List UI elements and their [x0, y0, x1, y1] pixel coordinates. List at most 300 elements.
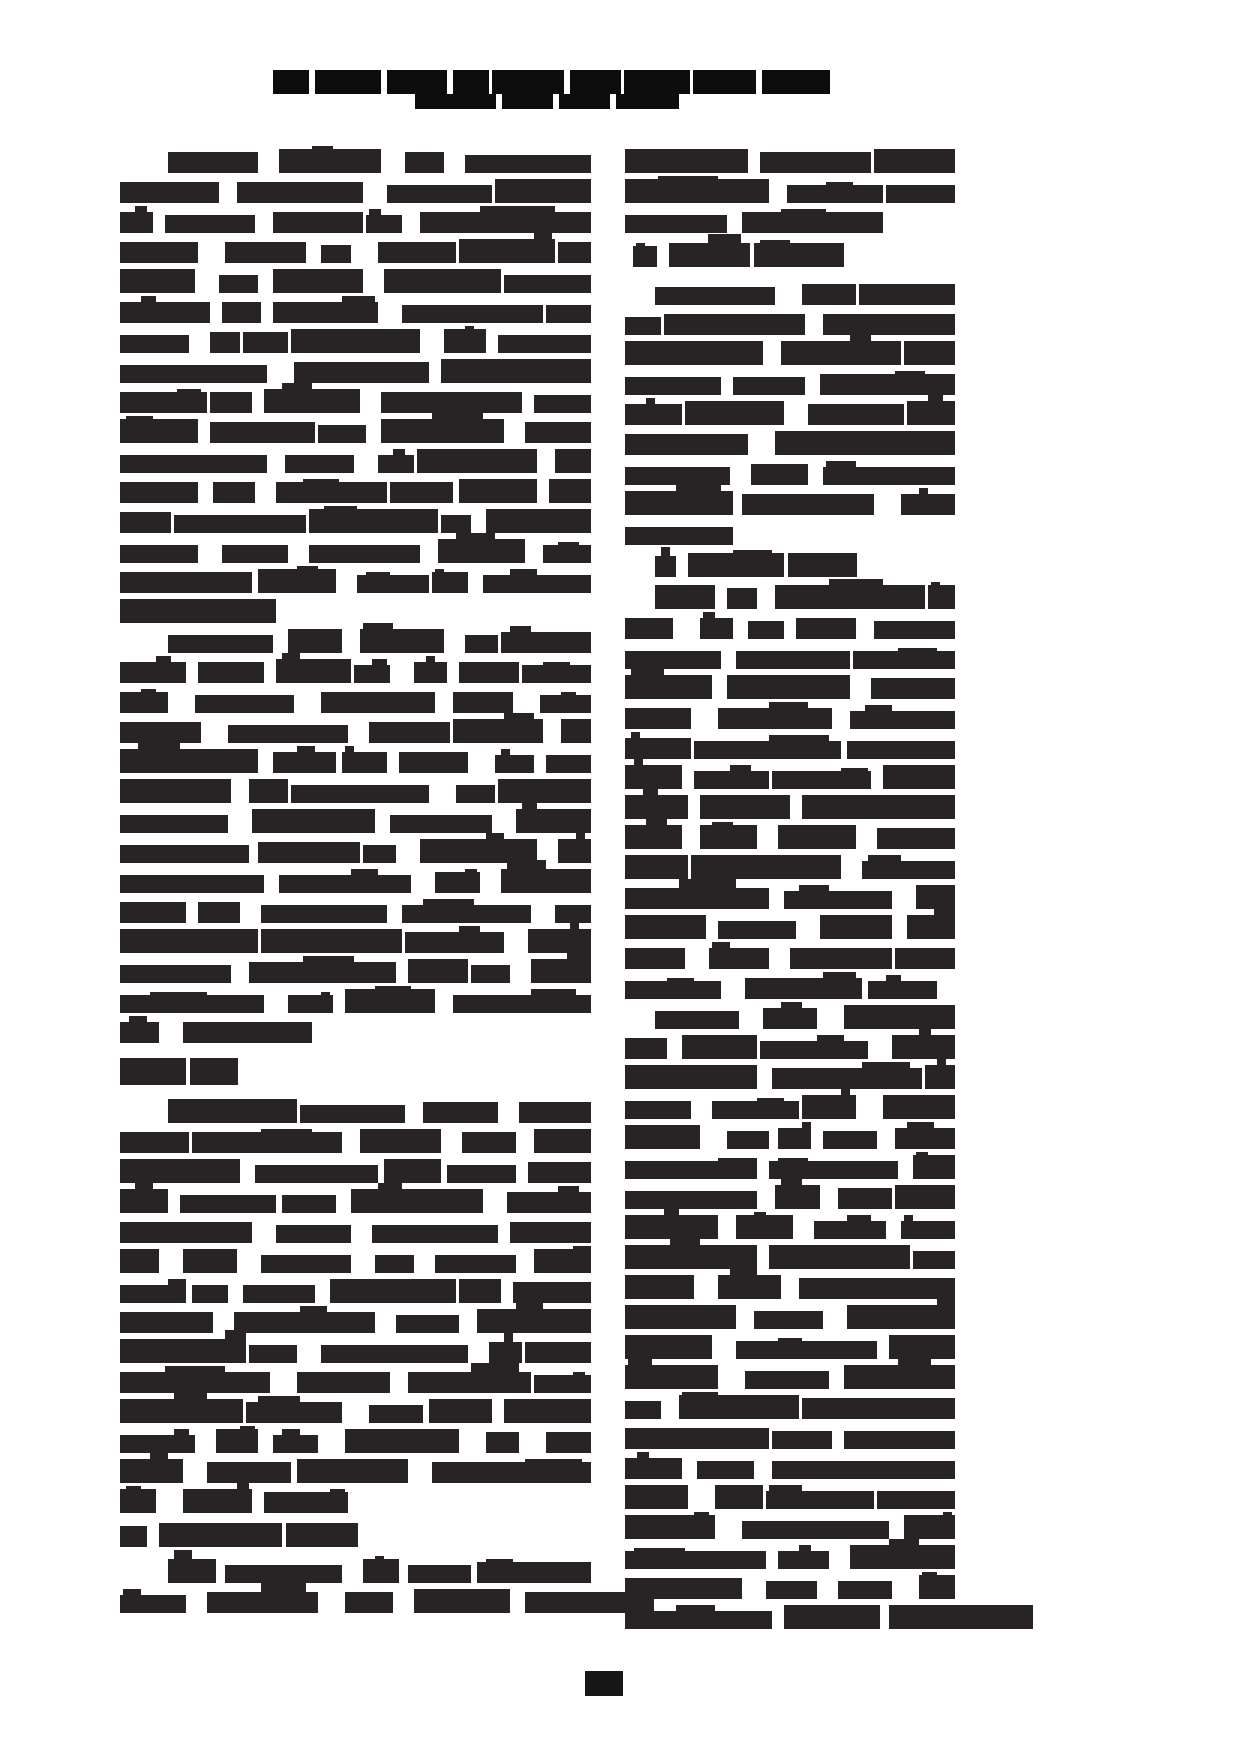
word-blob-fragment — [534, 233, 552, 239]
word-blob — [546, 755, 591, 773]
word-blob-fragment — [156, 656, 171, 662]
word-blob — [120, 1222, 252, 1243]
word-blob — [225, 242, 306, 263]
word-blob — [300, 1105, 405, 1123]
word-blob-fragment — [634, 759, 643, 765]
word-blob-fragment — [174, 1429, 189, 1435]
word-blob — [495, 755, 534, 773]
word-blob — [120, 1459, 183, 1483]
word-blob-fragment — [937, 1299, 955, 1305]
left-section-heading — [120, 1055, 592, 1085]
word-blob-fragment — [754, 1212, 766, 1215]
right-paragraph-1 — [625, 143, 955, 233]
word-blob-fragment — [480, 206, 555, 212]
word-blob — [120, 1249, 159, 1273]
word-blob — [784, 891, 892, 909]
word-blob — [366, 215, 402, 233]
word-blob — [120, 242, 198, 263]
word-blob — [168, 152, 258, 173]
word-blob — [736, 1341, 877, 1359]
word-blob-fragment — [781, 1002, 802, 1008]
word-blob — [330, 1279, 456, 1303]
word-blob — [625, 1401, 661, 1419]
word-blob-fragment — [237, 1483, 249, 1489]
word-blob-fragment — [282, 383, 312, 389]
word-blob — [919, 1575, 955, 1599]
word-blob — [907, 401, 955, 425]
word-blob-fragment — [123, 1589, 141, 1595]
word-blob — [736, 1215, 793, 1239]
word-blob-fragment — [718, 1158, 757, 1161]
word-blob — [120, 1132, 189, 1153]
word-blob — [766, 1491, 874, 1509]
word-blob — [904, 1515, 955, 1539]
word-blob — [363, 1559, 399, 1583]
word-blob-fragment — [712, 942, 730, 948]
word-blob — [871, 678, 955, 699]
word-blob-fragment — [342, 296, 375, 302]
word-blob — [709, 948, 769, 969]
word-blob-fragment — [501, 749, 510, 755]
word-blob — [853, 651, 955, 669]
word-blob — [799, 1278, 955, 1299]
word-blob-fragment — [576, 833, 585, 839]
word-blob-fragment — [898, 1359, 931, 1365]
word-blob — [120, 965, 231, 983]
word-blob — [625, 1551, 766, 1569]
word-blob — [534, 1129, 591, 1153]
word-blob — [814, 1221, 886, 1239]
word-blob — [222, 302, 261, 323]
word-blob — [120, 1285, 186, 1303]
word-blob — [625, 1275, 694, 1299]
word-blob — [928, 585, 955, 609]
word-blob-fragment — [525, 1459, 582, 1462]
word-blob — [453, 719, 543, 743]
right-paragraph-3 — [625, 579, 955, 999]
word-blob — [384, 1159, 441, 1183]
word-blob — [120, 572, 252, 593]
word-blob — [492, 70, 564, 94]
word-blob — [625, 1365, 718, 1389]
word-blob-fragment — [934, 909, 955, 915]
word-blob-fragment — [423, 899, 474, 905]
word-blob — [913, 1155, 955, 1179]
word-blob — [625, 1611, 772, 1629]
word-blob-fragment — [561, 692, 576, 695]
word-blob-fragment — [369, 209, 381, 215]
word-blob — [120, 929, 258, 953]
word-blob — [742, 212, 883, 233]
word-blob — [916, 885, 955, 909]
word-blob — [165, 215, 255, 233]
word-blob — [534, 1249, 591, 1273]
word-blob — [291, 785, 429, 803]
word-blob — [534, 1375, 591, 1393]
word-blob — [471, 965, 510, 983]
word-blob — [159, 1523, 282, 1547]
word-blob — [498, 335, 591, 353]
word-blob — [625, 675, 712, 699]
word-blob-fragment — [504, 1333, 513, 1342]
word-blob-fragment — [174, 1550, 192, 1559]
word-blob — [297, 1459, 408, 1483]
word-blob-fragment — [432, 413, 483, 419]
word-blob — [264, 389, 360, 413]
word-blob-fragment — [459, 926, 480, 932]
word-blob-fragment — [435, 569, 444, 572]
word-blob-fragment — [363, 623, 393, 629]
word-blob — [682, 1035, 757, 1059]
word-blob — [700, 618, 733, 639]
word-blob-fragment — [904, 1215, 913, 1221]
word-blob — [625, 1065, 757, 1089]
word-blob — [414, 662, 447, 683]
word-blob — [249, 962, 396, 983]
word-blob-fragment — [631, 669, 664, 675]
word-blob-fragment — [676, 485, 721, 491]
word-blob — [886, 185, 955, 203]
word-blob — [192, 1285, 228, 1303]
word-blob — [495, 179, 591, 203]
word-blob — [760, 152, 871, 173]
word-blob — [504, 1399, 591, 1423]
word-blob — [432, 1462, 591, 1483]
word-blob — [772, 1068, 922, 1089]
word-blob-fragment — [658, 176, 718, 179]
word-blob-fragment — [628, 1359, 652, 1365]
word-blob-fragment — [850, 332, 871, 341]
word-blob — [415, 94, 496, 109]
word-blob-fragment — [567, 950, 591, 959]
word-blob — [261, 929, 402, 953]
word-blob — [712, 1101, 799, 1119]
word-blob — [183, 1489, 252, 1513]
word-blob — [616, 94, 679, 109]
word-blob — [778, 1551, 829, 1569]
word-blob — [273, 752, 336, 773]
word-blob — [850, 1545, 955, 1569]
word-blob-fragment — [510, 569, 537, 575]
word-blob — [120, 512, 171, 533]
word-blob — [558, 839, 591, 863]
word-blob-fragment — [907, 1122, 934, 1128]
word-blob-fragment — [486, 1559, 513, 1562]
word-blob-fragment — [703, 612, 715, 618]
word-blob — [414, 1589, 510, 1613]
word-blob — [625, 765, 682, 789]
word-blob-fragment — [225, 1330, 246, 1339]
word-blob-fragment — [889, 1539, 919, 1545]
word-blob-fragment — [510, 626, 531, 632]
word-blob — [420, 212, 591, 233]
word-blob — [318, 425, 366, 443]
word-blob — [838, 1188, 892, 1209]
word-blob — [778, 825, 856, 849]
word-blob — [892, 1035, 955, 1059]
word-blob — [820, 915, 892, 939]
word-blob-fragment — [531, 989, 576, 995]
word-blob — [727, 675, 850, 699]
word-blob — [258, 842, 360, 863]
word-blob-fragment — [670, 1239, 700, 1245]
word-blob-fragment — [826, 182, 853, 185]
word-blob — [225, 1565, 342, 1583]
word-blob-fragment — [943, 1512, 952, 1515]
word-blob-fragment — [141, 689, 156, 692]
word-blob — [354, 665, 390, 683]
word-blob — [279, 149, 381, 173]
word-blob — [625, 1335, 712, 1359]
word-blob-fragment — [922, 1572, 937, 1575]
word-blob — [210, 422, 315, 443]
word-blob — [775, 1185, 820, 1209]
word-blob — [309, 509, 438, 533]
word-blob-fragment — [504, 713, 534, 719]
word-blob — [183, 1022, 312, 1043]
word-blob — [625, 1125, 700, 1149]
word-blob — [625, 1305, 736, 1329]
word-blob — [742, 494, 874, 515]
word-blob — [889, 1335, 955, 1359]
word-blob-fragment — [679, 879, 736, 888]
word-blob — [531, 959, 591, 983]
left-paragraph-3 — [120, 1093, 592, 1513]
word-blob — [408, 1372, 531, 1393]
word-blob — [120, 779, 231, 803]
word-blob — [264, 1492, 348, 1513]
word-blob — [625, 915, 706, 939]
word-blob-fragment — [919, 1029, 931, 1035]
list-marker-blob — [655, 556, 676, 577]
word-blob-fragment — [297, 746, 315, 752]
word-blob — [363, 845, 396, 863]
word-blob-fragment — [661, 547, 670, 556]
word-blob-fragment — [733, 550, 772, 553]
word-blob — [625, 1038, 667, 1059]
word-blob — [625, 795, 688, 819]
word-blob-fragment — [778, 1158, 808, 1161]
word-blob — [216, 1429, 258, 1453]
word-blob — [276, 659, 351, 683]
word-blob-fragment — [682, 1392, 718, 1395]
word-blob — [516, 809, 591, 833]
word-blob — [360, 629, 444, 653]
word-blob-fragment — [631, 732, 640, 738]
word-blob — [120, 902, 186, 923]
word-blob-fragment — [676, 1605, 715, 1611]
word-blob — [489, 1342, 522, 1363]
word-blob — [655, 1011, 739, 1029]
word-blob — [762, 70, 830, 94]
word-blob — [850, 711, 955, 729]
word-blob-fragment — [303, 479, 339, 482]
word-blob — [465, 155, 591, 173]
word-blob — [279, 875, 411, 893]
word-blob — [625, 1101, 691, 1119]
word-blob — [321, 1345, 468, 1363]
word-blob-fragment — [165, 1366, 225, 1372]
word-blob — [321, 245, 351, 263]
word-blob — [342, 752, 387, 773]
word-blob — [859, 284, 955, 305]
word-blob — [691, 855, 841, 879]
word-blob-fragment — [135, 206, 147, 212]
word-blob — [895, 1185, 955, 1209]
word-blob — [423, 1102, 498, 1123]
word-blob — [625, 341, 763, 365]
word-blob — [501, 869, 591, 893]
word-blob-fragment — [646, 398, 655, 404]
word-blob — [237, 182, 363, 203]
word-blob — [883, 765, 955, 789]
word-blob-fragment — [129, 1016, 147, 1022]
word-blob-fragment — [769, 702, 808, 708]
word-blob — [895, 1128, 955, 1149]
word-blob — [655, 287, 775, 305]
word-blob — [321, 692, 435, 713]
word-blob — [754, 1311, 823, 1329]
word-blob — [438, 539, 525, 563]
word-blob-fragment — [667, 978, 694, 981]
word-blob — [378, 455, 414, 473]
left-paragraph-1 — [120, 143, 592, 623]
running-title-line-1 — [273, 70, 830, 94]
word-blob-fragment — [817, 1035, 844, 1041]
word-blob — [402, 905, 531, 923]
word-blob — [844, 1431, 955, 1449]
word-blob-fragment — [507, 860, 546, 869]
word-blob-fragment — [760, 240, 790, 243]
word-blob — [120, 365, 267, 383]
word-blob-fragment — [646, 819, 667, 825]
word-blob — [625, 981, 721, 999]
word-blob — [396, 1315, 459, 1333]
word-blob-fragment — [261, 1129, 312, 1132]
word-blob — [555, 449, 591, 473]
word-blob — [697, 1461, 754, 1479]
word-blob — [685, 401, 784, 425]
word-blob — [120, 815, 228, 833]
word-blob-fragment — [297, 566, 318, 569]
word-blob-fragment — [150, 1453, 168, 1459]
word-blob — [120, 749, 258, 773]
word-blob-fragment — [898, 648, 937, 651]
word-blob — [559, 94, 610, 109]
word-blob — [351, 1189, 483, 1213]
word-blob-fragment — [558, 1186, 579, 1192]
word-blob — [625, 1191, 757, 1209]
word-blob — [273, 302, 378, 323]
word-blob-fragment — [916, 1152, 928, 1155]
word-blob — [625, 527, 733, 545]
word-blob — [345, 989, 435, 1013]
word-blob — [525, 422, 591, 443]
word-blob — [802, 1095, 856, 1119]
word-blob — [120, 845, 249, 863]
word-blob — [120, 182, 219, 203]
word-blob — [345, 1429, 459, 1453]
word-blob — [784, 1605, 880, 1629]
word-blob — [249, 1345, 297, 1363]
word-blob — [120, 335, 189, 353]
word-blob-fragment — [865, 705, 892, 711]
word-blob — [243, 1285, 315, 1303]
word-blob-fragment — [886, 975, 901, 981]
paragraph-gap — [120, 1043, 592, 1055]
word-blob — [625, 888, 769, 909]
word-blob — [192, 1132, 342, 1153]
word-blob — [384, 269, 501, 293]
word-blob — [294, 362, 429, 383]
word-blob — [498, 779, 591, 803]
word-blob-fragment — [730, 1269, 757, 1275]
word-blob-fragment — [393, 449, 405, 455]
word-blob — [168, 635, 273, 653]
word-blob — [120, 212, 153, 233]
word-blob — [778, 1128, 811, 1149]
right-column — [625, 143, 955, 1629]
word-blob — [874, 621, 955, 639]
word-blob-fragment — [282, 653, 300, 659]
word-blob — [369, 1405, 423, 1423]
word-blob — [120, 1399, 243, 1423]
word-blob — [522, 665, 591, 683]
word-blob — [625, 738, 691, 759]
word-blob — [877, 1491, 955, 1509]
word-blob — [195, 695, 294, 713]
word-blob — [276, 482, 387, 503]
word-blob — [243, 332, 288, 353]
word-blob — [477, 1562, 591, 1583]
word-blob — [120, 1159, 240, 1183]
word-blob — [625, 467, 730, 485]
word-blob — [168, 1099, 297, 1123]
word-blob — [808, 404, 904, 425]
word-blob-fragment — [778, 1338, 802, 1341]
word-blob — [459, 662, 519, 683]
word-blob-fragment — [543, 662, 570, 665]
word-blob — [787, 185, 883, 203]
word-blob — [513, 1282, 591, 1303]
page-number-blob — [585, 1671, 623, 1696]
word-blob-fragment — [240, 1426, 255, 1429]
word-blob — [625, 377, 721, 395]
word-blob — [255, 1165, 378, 1183]
word-blob-fragment — [126, 416, 153, 419]
word-blob-fragment — [303, 956, 354, 962]
word-blob-fragment — [931, 582, 940, 585]
word-blob — [540, 695, 591, 713]
word-blob — [625, 1215, 718, 1239]
word-blob-fragment — [895, 371, 925, 374]
word-blob — [736, 651, 850, 669]
word-blob — [519, 1102, 591, 1123]
word-blob — [273, 1435, 318, 1453]
word-blob — [120, 545, 198, 563]
word-blob-fragment — [841, 768, 868, 771]
word-blob — [252, 809, 375, 833]
word-blob-fragment — [300, 1306, 327, 1312]
word-blob — [288, 629, 342, 653]
word-blob — [285, 455, 354, 473]
word-blob-fragment — [375, 986, 411, 989]
word-blob-fragment — [841, 1089, 850, 1095]
word-blob-fragment — [757, 1098, 784, 1101]
word-blob — [207, 1462, 291, 1483]
word-blob-fragment — [664, 1209, 679, 1215]
word-blob — [120, 662, 186, 683]
